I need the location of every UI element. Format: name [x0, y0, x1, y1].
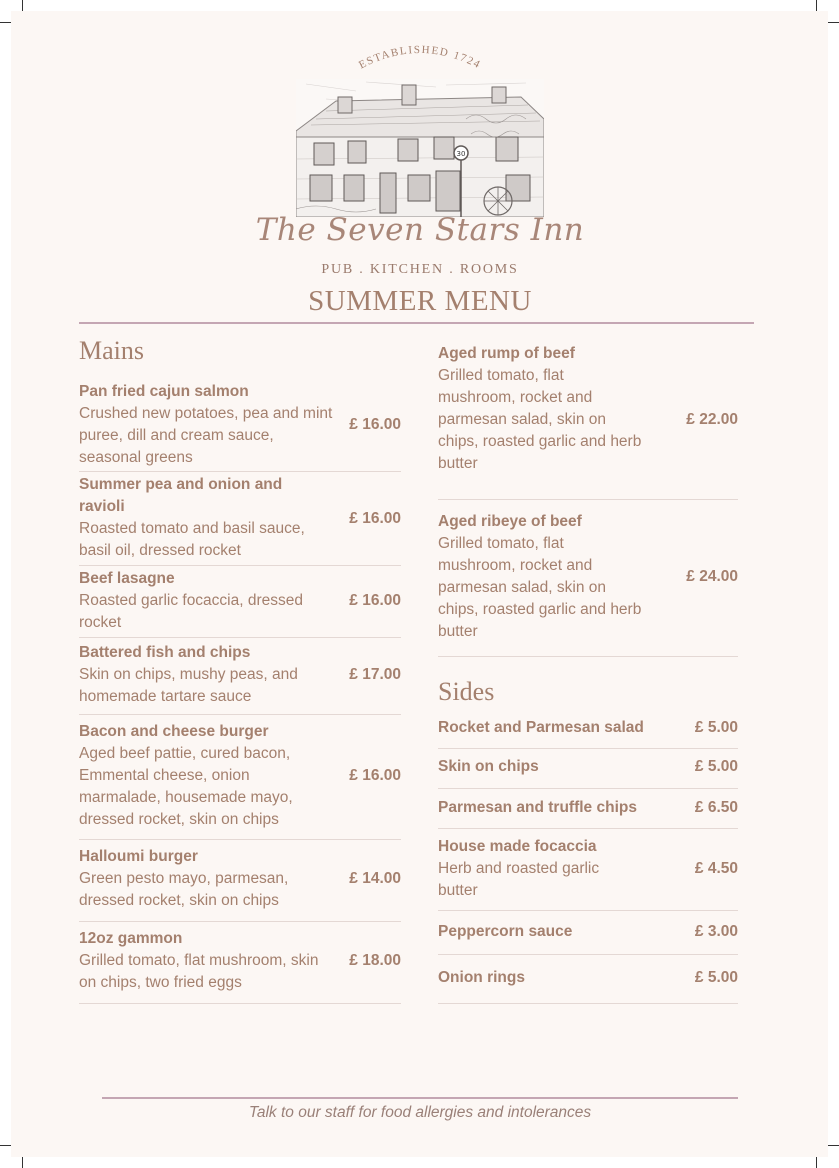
- divider: [438, 910, 738, 911]
- established-arc-text: [340, 34, 500, 84]
- item-price: £ 24.00: [686, 568, 738, 585]
- crop-mark: [828, 22, 839, 23]
- item-price: £ 16.00: [349, 767, 401, 784]
- menu-item: [79, 928, 401, 994]
- item-name: Skin on chips: [438, 758, 539, 775]
- item-description: Grilled tomato, flat mushroom, rocket and parmesan salad, skin on chips, roasted garlic and herb butter: [438, 535, 642, 640]
- item-description: Grilled tomato, flat mushroom, rocket and parmesan salad, skin on chips, roasted garlic and herb butter: [438, 367, 642, 472]
- item-price: £ 18.00: [349, 952, 401, 969]
- crop-mark: [816, 0, 817, 11]
- item-price: £ 16.00: [349, 416, 401, 433]
- item-price: £ 17.00: [349, 666, 401, 683]
- item-description: Aged beef pattie, cured bacon, Emmental cheese, onion marmalade, housemade mayo, dressed rocket, skin on chips: [79, 745, 293, 828]
- item-description: Roasted garlic focaccia, dressed rocket: [79, 592, 304, 631]
- title-divider: [79, 322, 754, 324]
- menu-item: [79, 846, 401, 912]
- divider: [79, 637, 401, 638]
- side-item: [438, 967, 738, 989]
- pub-sketch-illustration: [296, 79, 544, 217]
- crop-mark: [828, 1145, 839, 1146]
- item-name: Summer pea and onion and ravioli: [79, 476, 283, 515]
- divider: [438, 788, 738, 789]
- menu-item: [79, 642, 401, 708]
- divider: [79, 714, 401, 715]
- item-price: £ 16.00: [349, 592, 401, 609]
- item-name: Aged rump of beef: [438, 345, 575, 362]
- divider: [438, 499, 738, 500]
- side-item: [438, 756, 738, 778]
- subtitle: PUB . KITCHEN . ROOMS: [321, 262, 519, 277]
- menu-item: [79, 474, 401, 562]
- menu-title: SUMMER MENU: [308, 285, 532, 317]
- item-name: Peppercorn sauce: [438, 923, 573, 940]
- menu-item: [438, 511, 738, 643]
- footer-divider: [102, 1097, 738, 1099]
- item-name: 12oz gammon: [79, 930, 183, 947]
- item-description: Skin on chips, mushy peas, and homemade tartare sauce: [79, 666, 298, 705]
- inn-name-logo: The Seven Stars Inn: [255, 212, 585, 248]
- crop-mark: [22, 1157, 23, 1168]
- item-price: £ 5.00: [694, 969, 738, 986]
- divider: [79, 1003, 401, 1004]
- item-price: £ 5.00: [694, 758, 738, 775]
- allergy-note: Talk to our staff for food allergies and intolerances: [248, 1104, 592, 1121]
- side-item: [438, 921, 738, 943]
- item-name: Beef lasagne: [79, 570, 175, 587]
- menu-item: [79, 381, 401, 469]
- item-description: Grilled tomato, flat mushroom, skin on chips, two fried eggs: [79, 952, 319, 991]
- menu-item: [79, 721, 401, 831]
- item-description: Crushed new potatoes, pea and mint puree, dill and cream sauce, seasonal greens: [79, 405, 333, 466]
- menu-item: [438, 343, 738, 475]
- divider: [438, 954, 738, 955]
- divider: [438, 828, 738, 829]
- item-description: Green pesto mayo, parmesan, dressed rocket, skin on chips: [79, 870, 289, 909]
- item-price: £ 4.50: [694, 860, 738, 877]
- item-description: Roasted tomato and basil sauce, basil oil, dressed rocket: [79, 520, 305, 559]
- divider: [79, 565, 401, 566]
- item-price: £ 3.00: [694, 923, 738, 940]
- crop-mark: [0, 22, 11, 23]
- item-price: £ 14.00: [349, 870, 401, 887]
- item-name: Parmesan and truffle chips: [438, 799, 637, 816]
- item-name: Aged ribeye of beef: [438, 513, 582, 530]
- item-price: £ 5.00: [694, 719, 738, 736]
- menu-item: [79, 568, 401, 634]
- divider: [438, 748, 738, 749]
- item-name: Rocket and Parmesan salad: [438, 719, 644, 736]
- crop-mark: [0, 1145, 11, 1146]
- item-name: Bacon and cheese burger: [79, 723, 269, 740]
- item-name: Battered fish and chips: [79, 644, 251, 661]
- section-title-sides: Sides: [438, 677, 495, 706]
- item-name: Halloumi burger: [79, 848, 198, 865]
- divider: [79, 471, 401, 472]
- item-description: Herb and roasted garlic butter: [438, 860, 600, 899]
- item-name: Pan fried cajun salmon: [79, 383, 249, 400]
- item-name: House made focaccia: [438, 838, 597, 855]
- item-price: £ 22.00: [686, 411, 738, 428]
- side-item: [438, 797, 738, 819]
- svg-text:30: 30: [456, 150, 466, 158]
- side-item: [438, 836, 738, 902]
- item-name: Onion rings: [438, 969, 525, 986]
- item-price: £ 16.00: [349, 510, 401, 527]
- divider: [79, 921, 401, 922]
- item-price: £ 6.50: [694, 799, 738, 816]
- svg-text:ESTABLISHED 1724: ESTABLISHED 1724: [356, 43, 484, 72]
- crop-mark: [22, 0, 23, 11]
- crop-mark: [816, 1157, 817, 1168]
- divider: [438, 1003, 738, 1004]
- divider: [79, 839, 401, 840]
- divider: [438, 656, 738, 657]
- side-item: [438, 717, 738, 739]
- section-title-mains: Mains: [79, 336, 144, 365]
